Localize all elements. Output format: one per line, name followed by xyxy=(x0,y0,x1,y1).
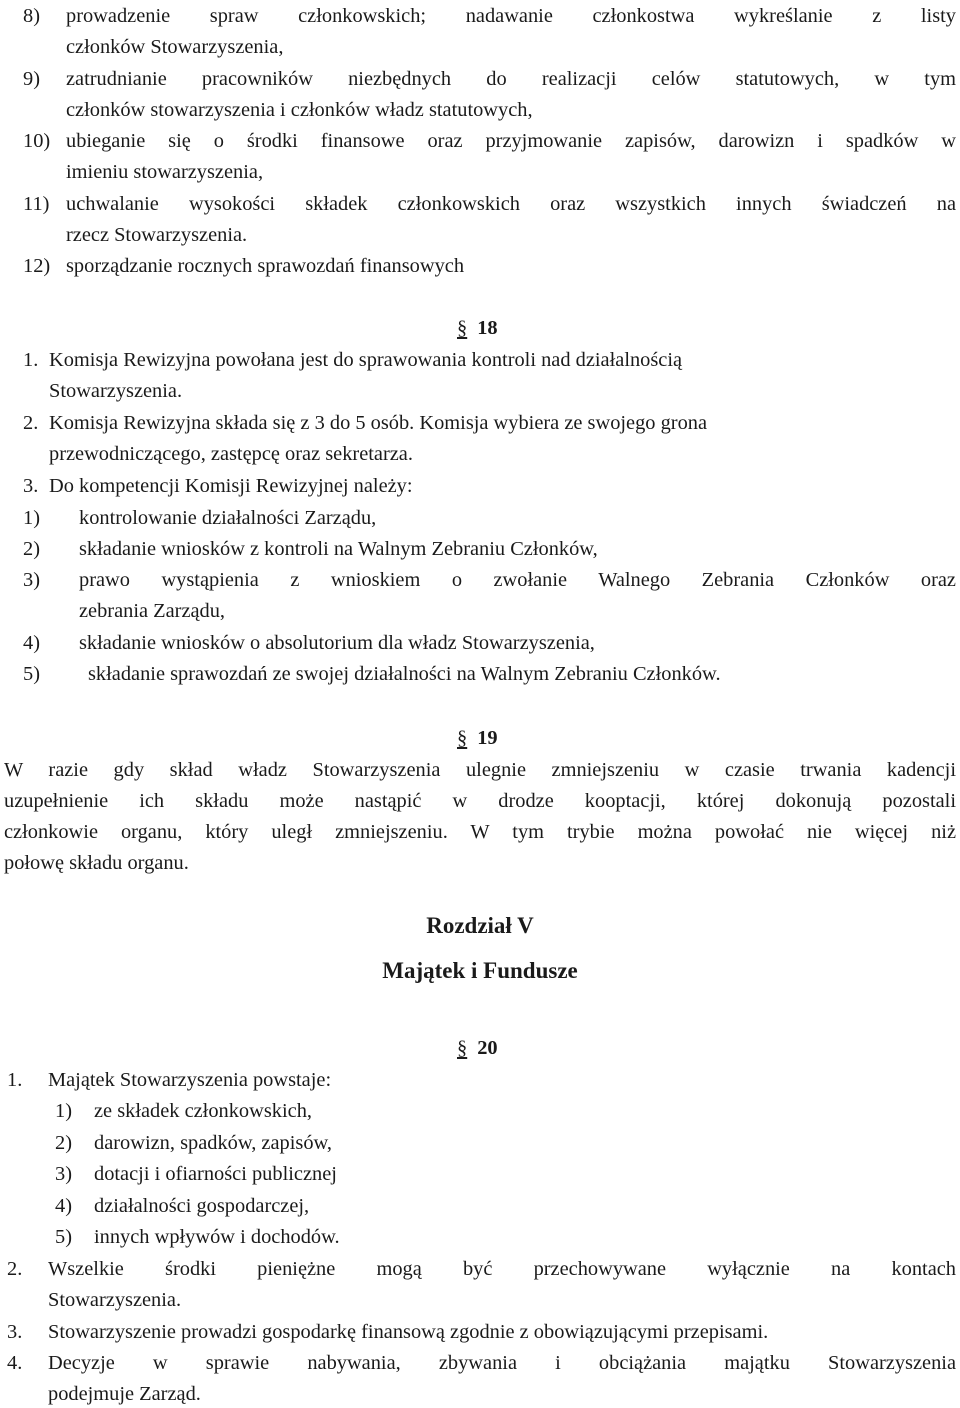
list-item-text: zatrudnianie pracowników niezbędnych do realizacji celów statutowych, w tym xyxy=(66,68,956,90)
section-symbol: § xyxy=(457,317,468,339)
section-symbol: § xyxy=(457,727,468,749)
list-item-text: darowizn, spadków, zapisów, xyxy=(94,1132,333,1154)
list-item-text: zebrania Zarządu, xyxy=(79,600,226,622)
section-symbol: § xyxy=(457,1037,468,1059)
list-item-text: członków Stowarzyszenia, xyxy=(66,36,284,58)
list-item-text: prowadzenie spraw członkowskich; nadawanie członkostwa wykreślanie z listy xyxy=(66,5,956,27)
list-item-text: składanie wniosków z kontroli na Walnym Zebraniu Członków, xyxy=(79,538,598,560)
section-heading xyxy=(457,1038,498,1058)
paragraph-text: Wszelkie środki pieniężne mogą być przechowywane wyłącznie na kontach xyxy=(48,1258,956,1280)
list-item-text: składanie sprawozdań ze swojej działalności na Walnym Zebraniu Członków. xyxy=(88,663,721,685)
section-heading xyxy=(457,318,498,338)
paragraph-text: członkowie organu, który uległ zmniejszeniu. W tym trybie można powołać nie więcej niż xyxy=(4,821,956,843)
paragraph-text: Decyzje w sprawie nabywania, zbywania i obciążania majątku Stowarzyszenia xyxy=(48,1352,956,1374)
paragraph-number: 3. xyxy=(7,1321,23,1343)
list-item-text: innych wpływów i dochodów. xyxy=(94,1226,340,1248)
list-item-text: członków stowarzyszenia i członków władz statutowych, xyxy=(66,99,533,121)
chapter-title: Rozdział V xyxy=(426,913,534,938)
paragraph-text: połowę składu organu. xyxy=(4,852,189,874)
list-item-text: rzecz Stowarzyszenia. xyxy=(66,224,248,246)
paragraph-number: 1. xyxy=(7,1069,23,1091)
list-item-text: ze składek członkowskich, xyxy=(94,1100,312,1122)
list-item-number: 3) xyxy=(23,569,40,591)
section-heading xyxy=(457,728,498,748)
paragraph-number: 4. xyxy=(7,1352,23,1374)
paragraph-text: podejmuje Zarząd. xyxy=(48,1383,201,1405)
list-item-number: 3) xyxy=(55,1163,72,1185)
list-item-text: sporządzanie rocznych sprawozdań finansowych xyxy=(66,255,465,277)
paragraph-number: 1. xyxy=(23,349,39,371)
list-item-number: 9) xyxy=(23,68,40,90)
paragraph-number: 3. xyxy=(23,475,39,497)
list-item-text: uchwalanie wysokości składek członkowskich oraz wszystkich innych świadczeń na xyxy=(66,193,956,215)
paragraph-text: Do kompetencji Komisji Rewizyjnej należy: xyxy=(49,475,413,497)
list-item-number: 2) xyxy=(55,1132,72,1154)
list-item-text: kontrolowanie działalności Zarządu, xyxy=(79,507,377,529)
list-item-text: ubieganie się o środki finansowe oraz przyjmowanie zapisów, darowizn i spadków w xyxy=(66,130,956,152)
paragraph-text: Stowarzyszenia. xyxy=(48,1289,182,1311)
list-item-number: 10) xyxy=(23,130,51,152)
paragraph-text: uzupełnienie ich składu może nastąpić w drodze kooptacji, której dokonują pozostali xyxy=(4,790,956,812)
paragraph-text: W razie gdy skład władz Stowarzyszenia ulegnie zmniejszeniu w czasie trwania kadencji xyxy=(4,759,956,781)
list-item-text: dotacji i ofiarności publicznej xyxy=(94,1163,337,1185)
list-item-text: imieniu stowarzyszenia, xyxy=(66,161,264,183)
paragraph-text: przewodniczącego, zastępcę oraz sekretarza. xyxy=(49,443,413,465)
list-item-number: 4) xyxy=(23,632,40,654)
list-item-number: 2) xyxy=(23,538,40,560)
list-item-number: 1) xyxy=(23,507,40,529)
list-item-text: działalności gospodarczej, xyxy=(94,1195,310,1217)
paragraph-number: 2. xyxy=(7,1258,23,1280)
list-item-number: 12) xyxy=(23,255,51,277)
list-item-number: 5) xyxy=(55,1226,72,1248)
list-item-number: 4) xyxy=(55,1195,72,1217)
paragraph-text: Stowarzyszenie prowadzi gospodarkę finansową zgodnie z obowiązującymi przepisami. xyxy=(48,1321,769,1343)
list-item-text: składanie wniosków o absolutorium dla władz Stowarzyszenia, xyxy=(79,632,595,654)
chapter-subtitle: Majątek i Fundusze xyxy=(382,958,578,983)
paragraph-number: 2. xyxy=(23,412,39,434)
section-number: 20 xyxy=(477,1037,498,1059)
section-number: 19 xyxy=(477,727,498,749)
paragraph-text: Majątek Stowarzyszenia powstaje: xyxy=(48,1069,332,1091)
list-item-text: prawo wystąpienia z wnioskiem o zwołanie Walnego Zebrania Członków oraz xyxy=(79,569,956,591)
list-item-number: 5) xyxy=(23,663,40,685)
section-number: 18 xyxy=(477,317,498,339)
list-item-number: 1) xyxy=(55,1100,72,1122)
paragraph-text: Komisja Rewizyjna powołana jest do sprawowania kontroli nad działalnością xyxy=(49,349,683,371)
paragraph-text: Stowarzyszenia. xyxy=(49,380,183,402)
list-item-number: 11) xyxy=(23,193,50,215)
paragraph-text: Komisja Rewizyjna składa się z 3 do 5 osób. Komisja wybiera ze swojego grona xyxy=(49,412,708,434)
list-item-number: 8) xyxy=(23,5,40,27)
